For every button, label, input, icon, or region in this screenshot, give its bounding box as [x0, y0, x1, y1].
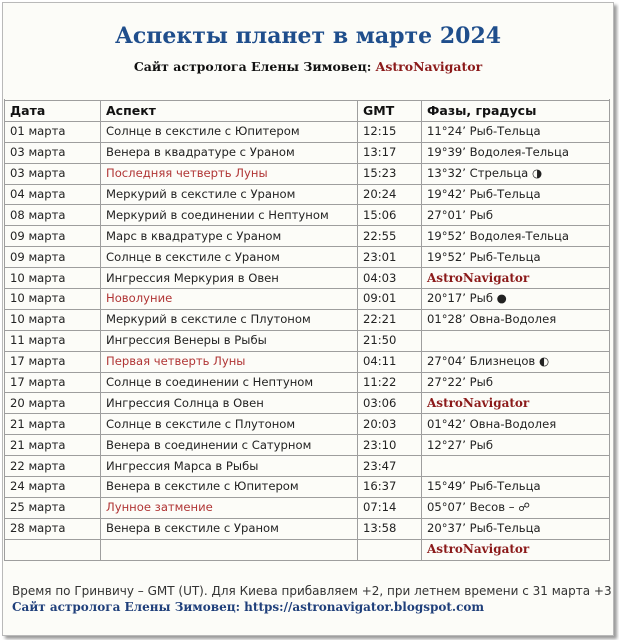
cell-aspect: Новолуние [101, 289, 358, 310]
cell-phase: 11°24’ Рыб-Тельца [422, 121, 610, 142]
table-row [5, 309, 610, 330]
table-row [5, 142, 610, 163]
cell-date: 09 марта [5, 226, 101, 247]
aspects-table-body [5, 99, 610, 560]
cell-aspect [101, 539, 358, 560]
cell-phase: 27°22’ Рыб [422, 372, 610, 393]
cell-gmt: 09:01 [358, 289, 422, 310]
cell-date: 22 марта [5, 456, 101, 477]
cell-aspect: Лунное затмение [101, 497, 358, 518]
page-title: Аспекты планет в марте 2024 [114, 23, 502, 49]
cell-gmt: 15:23 [358, 163, 422, 184]
cell-date: 10 марта [5, 289, 101, 310]
cell-aspect: Марс в квадратуре с Ураном [101, 226, 358, 247]
table-row [5, 184, 610, 205]
table-row [5, 393, 610, 414]
cell-phase: AstroNavigator [422, 539, 610, 560]
cell-aspect: Венера в соединении с Сатурном [101, 435, 358, 456]
table-row [5, 268, 610, 289]
cell-phase: 01°28’ Овна-Водолея [422, 309, 610, 330]
page-subtitle [3, 59, 613, 74]
col-header-date: Дата [5, 101, 101, 122]
cell-aspect: Ингрессия Меркурия в Овен [101, 268, 358, 289]
cell-phase: AstroNavigator [422, 393, 610, 414]
col-header-aspect: Аспект [101, 101, 358, 122]
cell-date: 21 марта [5, 414, 101, 435]
cell-date: 03 марта [5, 163, 101, 184]
cell-aspect: Солнце в секстиле с Ураном [101, 247, 358, 268]
cell-phase: 20°17’ Рыб ● [422, 289, 610, 310]
cell-date: 24 марта [5, 477, 101, 498]
cell-aspect: Солнце в соединении с Нептуном [101, 372, 358, 393]
footer-site-link[interactable]: Сайт астролога Елены Зимовец: https://astronavigator.blogspot.com [12, 600, 485, 614]
cell-phase: 12°27’ Рыб [422, 435, 610, 456]
cell-gmt: 20:03 [358, 414, 422, 435]
table-header-row [5, 101, 610, 122]
cell-aspect: Меркурий в секстиле с Плутоном [101, 309, 358, 330]
table-row [5, 330, 610, 351]
cell-aspect: Солнце в секстиле с Плутоном [101, 414, 358, 435]
col-header-phase: Фазы, градусы [422, 101, 610, 122]
table-row [5, 539, 610, 560]
cell-aspect: Венера в квадратуре с Ураном [101, 142, 358, 163]
cell-phase: 19°42’ Рыб-Тельца [422, 184, 610, 205]
table-row [5, 226, 610, 247]
cell-phase: 27°04’ Близнецов ◐ [422, 351, 610, 372]
table-row [5, 518, 610, 539]
cell-date: 21 марта [5, 435, 101, 456]
cell-phase: 13°32’ Стрельца ◑ [422, 163, 610, 184]
col-header-gmt: GMT [358, 101, 422, 122]
cell-phase: 19°52’ Водолея-Тельца [422, 226, 610, 247]
table-row [5, 163, 610, 184]
cell-date: 09 марта [5, 247, 101, 268]
cell-aspect: Ингрессия Солнца в Овен [101, 393, 358, 414]
cell-date: 08 марта [5, 205, 101, 226]
cell-gmt: 22:21 [358, 309, 422, 330]
table-row [5, 121, 610, 142]
cell-phase: 19°52’ Рыб-Тельца [422, 247, 610, 268]
cell-gmt: 22:55 [358, 226, 422, 247]
cell-gmt: 21:50 [358, 330, 422, 351]
cell-date: 20 марта [5, 393, 101, 414]
cell-aspect: Ингрессия Марса в Рыбы [101, 456, 358, 477]
table-row [5, 414, 610, 435]
cell-gmt: 11:22 [358, 372, 422, 393]
cell-phase [422, 330, 610, 351]
cell-aspect: Меркурий в секстиле с Ураном [101, 184, 358, 205]
cell-phase: 15°49’ Рыб-Тельца [422, 477, 610, 498]
cell-aspect: Меркурий в соединении с Нептуном [101, 205, 358, 226]
cell-phase: 20°37’ Рыб-Тельца [422, 518, 610, 539]
table-row [5, 372, 610, 393]
table-row [5, 289, 610, 310]
cell-gmt: 03:06 [358, 393, 422, 414]
table-row [5, 351, 610, 372]
cell-date: 17 марта [5, 351, 101, 372]
cell-gmt: 20:24 [358, 184, 422, 205]
cell-gmt: 15:06 [358, 205, 422, 226]
cell-phase: 19°39’ Водолея-Тельца [422, 142, 610, 163]
table-row [5, 497, 610, 518]
cell-gmt: 13:58 [358, 518, 422, 539]
cell-gmt: 04:11 [358, 351, 422, 372]
cell-date: 28 марта [5, 518, 101, 539]
cell-gmt: 23:47 [358, 456, 422, 477]
cell-gmt: 13:17 [358, 142, 422, 163]
cell-gmt: 23:10 [358, 435, 422, 456]
subtitle-brand-link[interactable]: AstroNavigator [375, 59, 483, 74]
cell-phase [422, 456, 610, 477]
cell-phase: 05°07’ Весов – ☍ [422, 497, 610, 518]
cell-phase: AstroNavigator [422, 268, 610, 289]
cell-aspect: Солнце в секстиле с Юпитером [101, 121, 358, 142]
cell-date: 17 марта [5, 372, 101, 393]
cell-date: 04 марта [5, 184, 101, 205]
cell-gmt [358, 539, 422, 560]
cell-date: 10 марта [5, 309, 101, 330]
cell-gmt: 23:01 [358, 247, 422, 268]
table-row [5, 247, 610, 268]
cell-gmt: 04:03 [358, 268, 422, 289]
cell-date: 01 марта [5, 121, 101, 142]
cell-phase: 01°42’ Овна-Водолея [422, 414, 610, 435]
cell-date: 10 марта [5, 268, 101, 289]
cell-gmt: 07:14 [358, 497, 422, 518]
cell-aspect: Первая четверть Луны [101, 351, 358, 372]
cell-aspect: Венера в секстиле с Ураном [101, 518, 358, 539]
aspects-table [4, 99, 610, 561]
cell-aspect: Ингрессия Венеры в Рыбы [101, 330, 358, 351]
cell-date: 25 марта [5, 497, 101, 518]
cell-date [5, 539, 101, 560]
table-row [5, 456, 610, 477]
cell-gmt: 12:15 [358, 121, 422, 142]
cell-aspect: Последняя четверть Луны [101, 163, 358, 184]
footer-time-note: Время по Гринвичу – GMT (UT). Для Киева прибавляем +2, при летнем времени с 31 марта +3 [12, 584, 612, 598]
subtitle-text: Сайт астролога Елены Зимовец: [133, 59, 376, 74]
cell-gmt: 16:37 [358, 477, 422, 498]
cell-aspect: Венера в секстиле с Юпитером [101, 477, 358, 498]
cell-date: 11 марта [5, 330, 101, 351]
table-row [5, 435, 610, 456]
cell-phase: 27°01’ Рыб [422, 205, 610, 226]
cell-date: 03 марта [5, 142, 101, 163]
table-row [5, 477, 610, 498]
table-row [5, 205, 610, 226]
